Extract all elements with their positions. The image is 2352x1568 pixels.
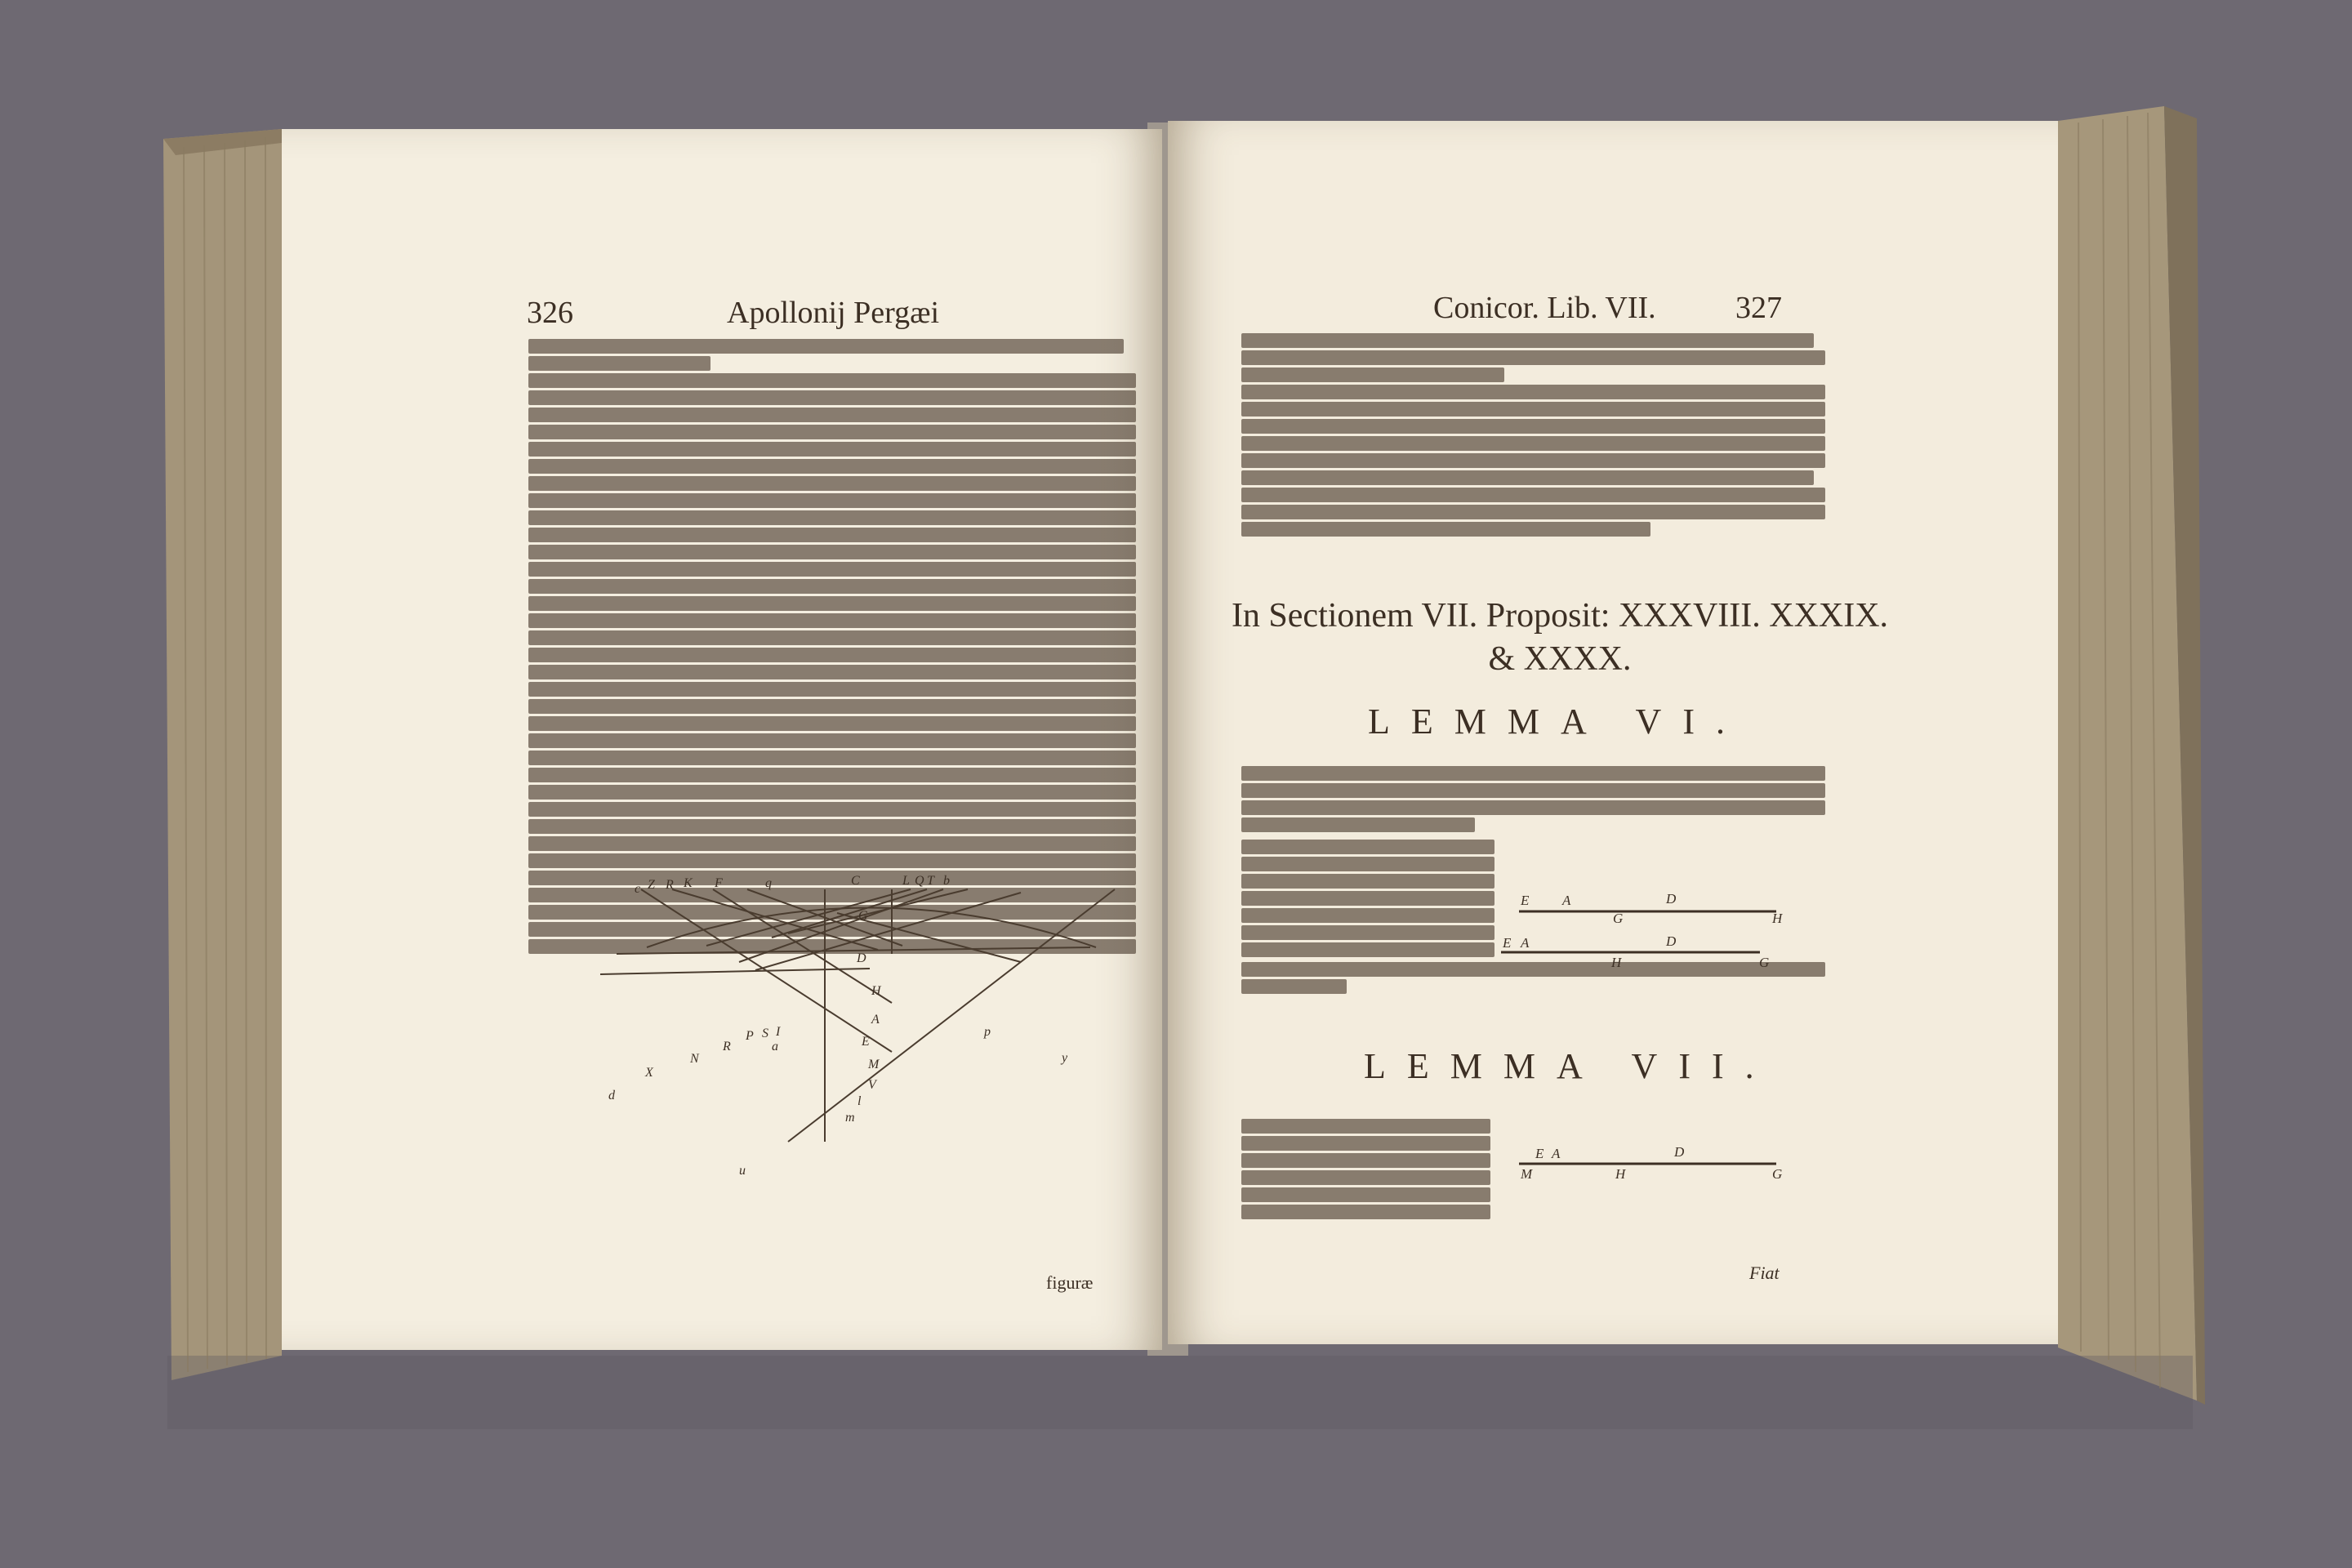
page-number: 326 <box>527 296 573 330</box>
svg-text:A: A <box>871 1013 880 1027</box>
svg-text:S: S <box>762 1027 768 1040</box>
svg-text:q: q <box>765 876 772 890</box>
svg-text:Z: Z <box>648 878 655 892</box>
svg-text:L: L <box>902 874 910 888</box>
svg-text:H: H <box>871 984 881 998</box>
fig-label: M <box>1521 1166 1533 1182</box>
svg-text:R: R <box>723 1040 731 1054</box>
fig-label: D <box>1666 933 1677 949</box>
page-number: 327 <box>1735 291 1782 325</box>
svg-text:l: l <box>858 1094 862 1108</box>
fig-label: E <box>1521 893 1530 908</box>
left-page <box>282 129 1162 1350</box>
fig-label: G <box>1613 911 1624 926</box>
svg-text:K: K <box>684 876 693 890</box>
svg-text:E: E <box>862 1035 870 1049</box>
svg-text:X: X <box>645 1066 653 1080</box>
fig-label: H <box>1772 911 1783 926</box>
svg-text:G: G <box>858 909 868 923</box>
svg-text:Q: Q <box>915 874 924 888</box>
catchword: Fiat <box>1749 1263 1780 1283</box>
svg-text:D: D <box>857 951 866 965</box>
lemma-7-title: LEMMA VII. <box>1364 1046 1775 1086</box>
svg-text:V: V <box>868 1078 876 1092</box>
fig-label: G <box>1759 955 1770 970</box>
running-title: Conicor. Lib. VII. <box>1433 291 1656 325</box>
right-page <box>1168 121 2058 1344</box>
svg-text:P: P <box>746 1029 754 1043</box>
svg-text:m: m <box>845 1111 855 1125</box>
svg-text:p: p <box>984 1025 991 1039</box>
svg-text:a: a <box>772 1040 778 1054</box>
running-title: Apollonij Pergæi <box>727 296 940 330</box>
fig-label: D <box>1674 1144 1685 1160</box>
svg-text:M: M <box>868 1058 880 1071</box>
svg-text:I: I <box>776 1025 781 1039</box>
fig-label: H <box>1611 955 1622 970</box>
fig-label: D <box>1666 891 1677 906</box>
catchword: figuræ <box>1046 1272 1094 1293</box>
svg-text:c: c <box>635 882 641 896</box>
svg-text:b: b <box>943 874 950 888</box>
fig-label: H <box>1615 1166 1626 1182</box>
svg-text:C: C <box>851 874 860 888</box>
svg-text:u: u <box>739 1164 746 1178</box>
fig-label: A <box>1552 1146 1561 1161</box>
svg-text:R: R <box>666 878 674 892</box>
svg-text:T: T <box>927 874 934 888</box>
svg-text:d: d <box>608 1089 615 1102</box>
fig-label: A <box>1562 893 1571 908</box>
fig-label: E <box>1503 935 1512 951</box>
lemma-7-text <box>1241 1119 1490 1222</box>
svg-text:F: F <box>715 876 723 890</box>
svg-text:y: y <box>1062 1051 1068 1065</box>
fig-label: G <box>1772 1166 1783 1182</box>
section-heading: In Sectionem VII. Proposit: XXXVIII. XXXIX. & XXXX. <box>1231 597 1889 678</box>
geometric-figure <box>282 129 1162 1350</box>
fig-label: E <box>1535 1146 1544 1161</box>
fig-label: A <box>1521 935 1530 951</box>
lemma-6-title: LEMMA VI. <box>1368 702 1746 742</box>
svg-text:N: N <box>690 1052 699 1066</box>
